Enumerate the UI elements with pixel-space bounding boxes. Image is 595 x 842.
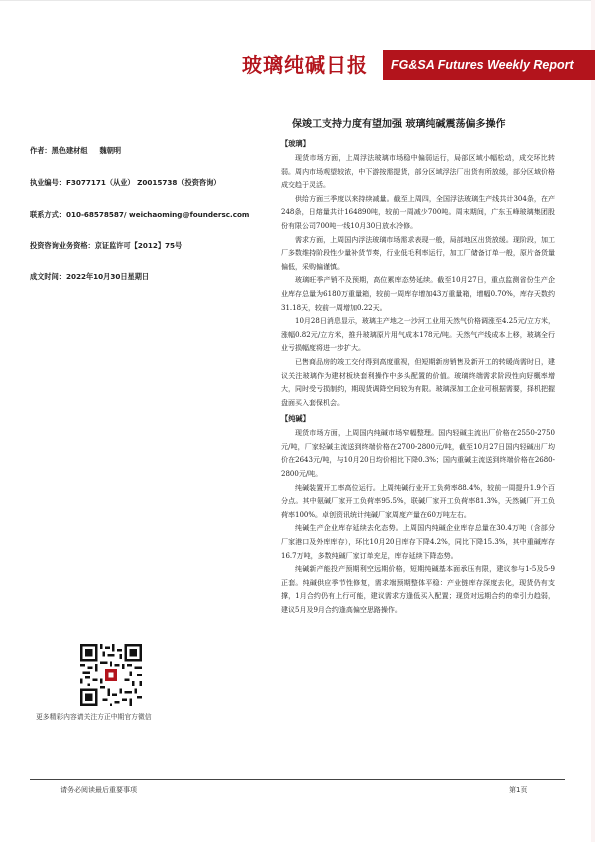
soda-paragraph: 纯碱生产企业库存延续去化态势。上周国内纯碱企业库存总量在30.4万吨（含部分厂家港口及外库库存），环比10月20日库存下降4.2%，同比下降15.3%，其中重碱库存16.7万吨，多数纯碱厂家订单充足，库存延续下降态势。	[281, 524, 555, 560]
glass-paragraph: 玻璃旺季产销不及预期，高位累库态势延续。截至10月27日，重点监测省份生产企业库存总量为6180万重量箱，较前一周库存增加43万重量箱，增幅0.70%，库存天数约31.18天，较前一周增加0.22天。	[281, 276, 555, 312]
glass-paragraph: 已售商品房的竣工交付得到高度重视，但短期新房销售及新开工的转暖尚需时日，建议关注玻璃作为建材板块套利操作中多头配置的价值。玻璃终端需求阶段性向好概率增大，同时受亏损制约，期现货调降空间较为有限。玻璃深加工企业可根据需要，择机把握盘面买入套保机会。	[281, 357, 555, 407]
page-number: 第1页	[509, 786, 528, 794]
glass-paragraph: 需求方面，上周国内浮法玻璃市场需求表现一般，局部地区出货放缓。现阶段，加工厂多数维持阶段性少量补货节奏，行业低毛利率运行，加工厂储备订单一般，原片备货量偏低，采购偏谨慎。	[281, 235, 555, 271]
qr-caption: 更多精彩内容请关注方正中期官方微信	[36, 713, 152, 721]
soda-paragraph: 纯碱装置开工率高位运行。上周纯碱行业开工负荷率88.4%，较前一周提升1.9个百分点。其中氨碱厂家开工负荷率95.5%，联碱厂家开工负荷率81.3%，天然碱厂开工负荷率100%。卓创资讯统计纯碱厂家周度产量在60万吨左右。	[281, 483, 555, 519]
report-header	[0, 50, 595, 80]
report-date: 成文时间：2022年10月30日星期日	[30, 272, 150, 281]
headline: 保竣工支持力度有望加强 玻璃纯碱震荡偏多操作	[292, 119, 506, 130]
section-heading-soda: 【纯碱】	[281, 414, 310, 424]
side-stripe	[591, 0, 595, 842]
report-title-cn: 玻璃纯碱日报	[242, 53, 368, 77]
author-line	[30, 146, 121, 156]
qualification: 投资咨询业务资格：京证监许可【2012】75号	[30, 241, 183, 250]
report-title-en: FG&SA Futures Weekly Report	[391, 58, 574, 72]
section-heading-glass: 【玻璃】	[281, 139, 310, 148]
wechat-qr-code	[80, 644, 142, 706]
footer-disclaimer: 请务必阅读最后重要事项	[60, 786, 137, 794]
author-name: 魏朝明	[99, 146, 122, 155]
glass-paragraph: 现货市场方面，上周浮法玻璃市场稳中偏弱运行，局部区域小幅松动，成交环比转弱。周内市场观望较浓，中下游按需提货，部分区域浮法厂出货有所放缓，部分区域价格成交趋于灵活。	[281, 154, 555, 190]
soda-paragraph: 现货市场方面，上周国内纯碱市场窄幅整理。国内轻碱主流出厂价格在2550-2750元/吨，厂家轻碱主流送到终端价格在2700-2800元/吨，截至10月27日国内轻碱出厂均价在2643元/吨，与10月20日均价相比下降0.3%；国内重碱主流送到终端价格在2680-2800元/吨。	[281, 429, 555, 479]
license-number: 执业编号：F3077171（从业） Z0015738（投资咨询）	[30, 178, 221, 187]
report-body	[281, 138, 555, 618]
glass-paragraph: 10月28日消息显示，玻璃主产地之一沙河工业用天然气价格调涨至4.25元/立方米，涨幅0.82元/立方米，推升玻璃原片用气成本178元/吨。天然气产线成本上移，玻璃全行业亏损幅度将进一步扩大。	[281, 317, 555, 353]
footer-rule	[30, 779, 565, 780]
author-group: 黑色建材组	[51, 146, 88, 155]
author-label: 作者：	[30, 146, 52, 155]
glass-paragraph: 供给方面三季度以来持续减量。截至上周四，全国浮法玻璃生产线共计304条，在产248条，日熔量共计164890吨，较前一周减少700吨。周末期间，广东玉峰玻璃集团股份有限公司700吨一线10月30日放水冷修。	[281, 194, 555, 230]
soda-paragraph: 纯碱新产能投产预期利空远期价格，短期纯碱基本面承压有限，建议参与1-5及5-9正套。纯碱供应季节性修复，需求端预期整体平稳：产业链库存深度去化，现货仍有支撑，1月合约仍有上行可能，建议需求方逢低买入配置；现货对远期合约的牵引力趋弱，建议5月及9月合约逢高偏空思路操作。	[281, 565, 555, 614]
report-title-bar	[383, 50, 595, 80]
top-rule	[0, 0, 595, 1]
contact-info: 联系方式：010-68578587/ weichaoming@foundersc.com	[30, 210, 250, 219]
